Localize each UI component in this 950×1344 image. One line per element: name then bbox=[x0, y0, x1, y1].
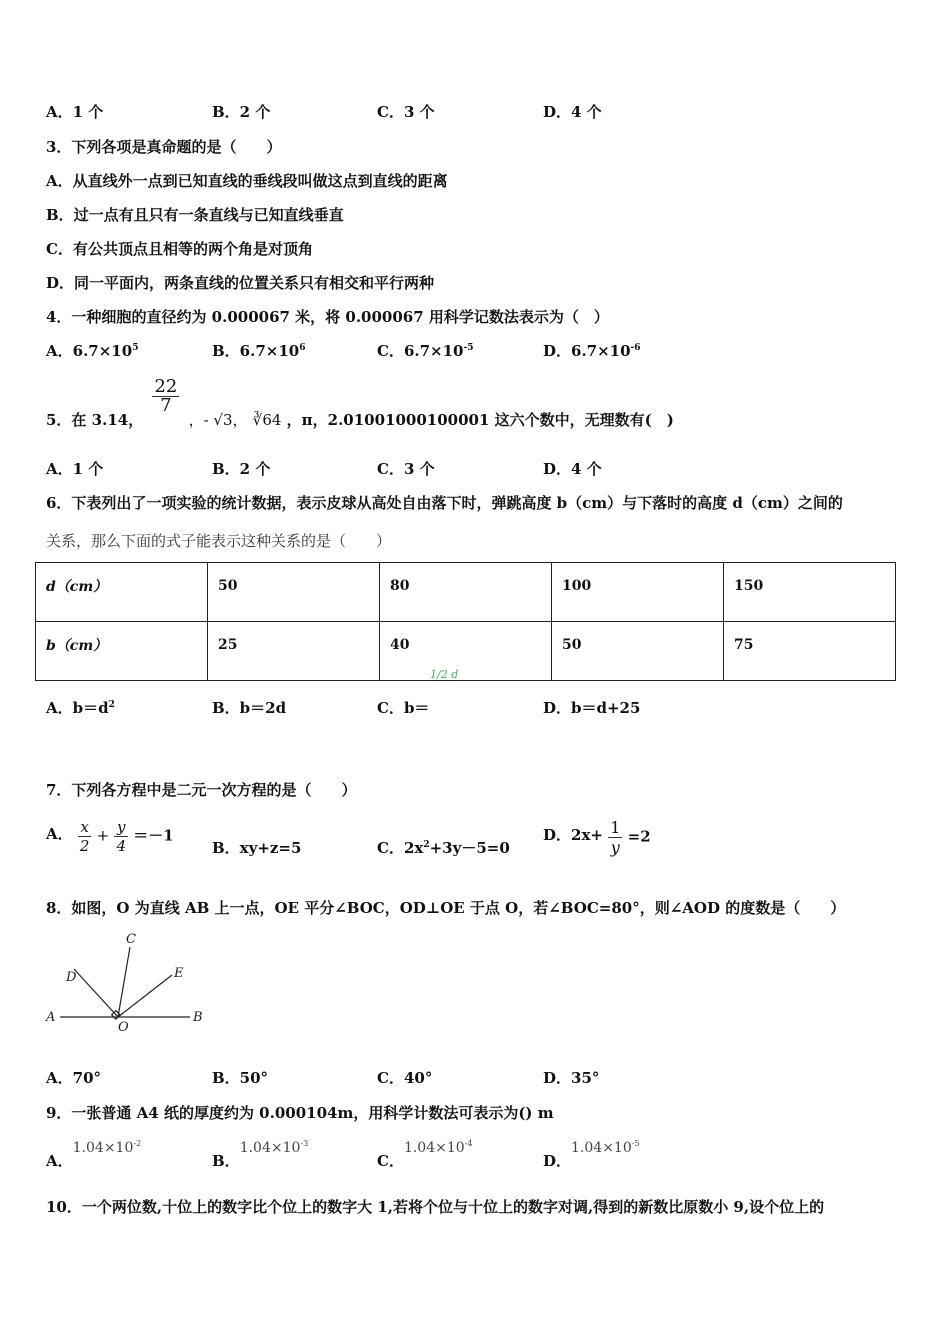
ray-oc bbox=[118, 947, 130, 1017]
q10-stem: 10．一个两位数,十位上的数字比个位上的数字大 1,若将个位与十位上的数字对调,得到的新数比原数小 9,设个位上的 bbox=[46, 1198, 825, 1216]
q4-option-b: B．$6.7\times 10^6$ bbox=[212, 342, 306, 360]
q4-stem: 4．一种细胞的直径约为 0.000067 米，将 0.000067 用科学记数法表示为（ ） bbox=[46, 308, 609, 326]
q5-option-a: A．1 个 bbox=[46, 460, 104, 478]
table-cell: b（cm） bbox=[36, 622, 208, 681]
table-row bbox=[36, 622, 896, 681]
q5-options bbox=[46, 458, 906, 482]
q5-stem bbox=[46, 374, 674, 429]
label-a: A bbox=[46, 1010, 56, 1025]
q7-option-c: C．$2x^2+3y-5=0$ bbox=[377, 839, 510, 857]
q4-option-d: D．$6.7\times 10^{-6}$ bbox=[543, 342, 641, 360]
q9-option-a: A．$1.04\times 10^{-2}$ bbox=[46, 1139, 142, 1170]
table-cell: d（cm） bbox=[36, 563, 208, 622]
q4-option-c: C．$6.7\times 10^{-5}$ bbox=[377, 342, 474, 360]
table-cell: 80 bbox=[380, 563, 552, 622]
q3-option-d: D．同一平面内，两条直线的位置关系只有相交和平行两种 bbox=[46, 274, 435, 292]
q3-option-a: A．从直线外一点到已知直线的垂线段叫做这点到直线的距离 bbox=[46, 172, 448, 190]
q7-option-a: A． $\frac{x}{2}$ + $\frac{y}{4}$ ＝－1 bbox=[46, 818, 174, 855]
q5-option-d: D．4 个 bbox=[543, 460, 602, 478]
q6-data-table bbox=[35, 562, 896, 681]
q6-options bbox=[46, 668, 906, 721]
q5-neg-sqrt: ，- √3， bbox=[188, 410, 248, 429]
table-row bbox=[36, 563, 896, 622]
q8-option-b: B．50° bbox=[212, 1069, 269, 1087]
q2-option-d: D．4 个 bbox=[543, 103, 602, 121]
q9-option-c: C．$1.04\times 10^{-4}$ bbox=[377, 1139, 473, 1170]
q3-option-b: B．过一点有且只有一条直线与已知直线垂直 bbox=[46, 206, 344, 224]
q2-option-b: B．2 个 bbox=[212, 103, 271, 121]
label-b: B bbox=[193, 1010, 203, 1025]
table-cell: 100 bbox=[552, 563, 724, 622]
q2-options bbox=[46, 101, 906, 125]
q9-stem: 9．一张普通 A4 纸的厚度约为 0.000104m，用科学计数法可表示为() m bbox=[46, 1104, 554, 1122]
q8-angle-figure bbox=[40, 925, 220, 1040]
q8-option-a: A．70° bbox=[46, 1069, 102, 1087]
q5-frac-den: 7 bbox=[160, 395, 172, 416]
q7-options bbox=[46, 818, 906, 864]
q8-options bbox=[46, 1067, 906, 1091]
table-cell: 75 bbox=[724, 622, 896, 681]
label-c: C bbox=[126, 932, 136, 947]
table-cell: 50 bbox=[208, 563, 380, 622]
q2-option-c: C．3 个 bbox=[377, 103, 435, 121]
q6-option-c: C．b＝ bbox=[377, 699, 430, 717]
q7-option-d: D．2x+ $\frac{1}{y}$ =2 bbox=[543, 818, 651, 857]
table-cell: 25 bbox=[208, 622, 380, 681]
q9-options bbox=[46, 1139, 906, 1174]
q2-option-a: A．1 个 bbox=[46, 103, 104, 121]
q5-cube-root: ∛64 bbox=[252, 410, 282, 429]
q6-stem-line1: 6．下表列出了一项实验的统计数据，表示皮球从高处自由落下时，弹跳高度 b（cm）与下落时的高度 d（cm）之间的 bbox=[46, 494, 843, 512]
q5-prefix: 5．在 3.14， bbox=[46, 410, 144, 429]
q6-option-a: A．$b=d^2$ bbox=[46, 699, 115, 717]
q5-option-b: B．2 个 bbox=[212, 460, 271, 478]
label-d: D bbox=[66, 970, 77, 985]
q7-frac-y4: $\frac{y}{4}$ bbox=[116, 818, 127, 855]
q7-frac-x2: $\frac{x}{2}$ bbox=[79, 818, 90, 855]
ray-oe bbox=[118, 975, 172, 1017]
q5-option-c: C．3 个 bbox=[377, 460, 435, 478]
q4-option-a: A．$6.7\times 10^5$ bbox=[46, 342, 139, 360]
q3-option-c: C．有公共顶点且相等的两个角是对顶角 bbox=[46, 240, 313, 258]
q8-stem: 8．如图，O 为直线 AB 上一点，OE 平分∠BOC，OD⊥OE 于点 O，若∠BOC=80°，则∠AOD 的度数是（ ） bbox=[46, 899, 846, 917]
table-cell: 40 bbox=[380, 622, 552, 681]
q7-stem: 7．下列各方程中是二元一次方程的是（ ） bbox=[46, 781, 357, 799]
q6-option-b: B．b＝2d bbox=[212, 699, 287, 717]
table-cell: 150 bbox=[724, 563, 896, 622]
q9-option-b: B．$1.04\times 10^{-3}$ bbox=[212, 1139, 309, 1170]
q4-options bbox=[46, 340, 906, 364]
q5-fraction bbox=[152, 378, 179, 415]
q6-option-d: D．b＝d+25 bbox=[543, 699, 641, 717]
q7-option-b: B．xy+z=5 bbox=[212, 839, 302, 857]
q5-frac-num: 22 bbox=[154, 376, 178, 397]
q9-option-d: D．$1.04\times 10^{-5}$ bbox=[543, 1139, 640, 1170]
q8-option-c: C．40° bbox=[377, 1069, 433, 1087]
q7-frac-1y: $\frac{1}{y}$ bbox=[610, 818, 621, 857]
q5-suffix: ，π，2.01001000100001 这六个数中，无理数有( ) bbox=[286, 410, 674, 429]
label-e: E bbox=[174, 966, 184, 981]
q8-option-d: D．35° bbox=[543, 1069, 600, 1087]
table-cell: 50 bbox=[552, 622, 724, 681]
q6-option-c-fraction: 1/2 d bbox=[430, 668, 459, 681]
ray-od bbox=[74, 969, 118, 1017]
q3-stem: 3．下列各项是真命题的是（ ） bbox=[46, 138, 282, 156]
label-o: O bbox=[118, 1020, 129, 1035]
q6-stem-line2: 关系，那么下面的式子能表示这种关系的是（ ） bbox=[46, 532, 392, 550]
